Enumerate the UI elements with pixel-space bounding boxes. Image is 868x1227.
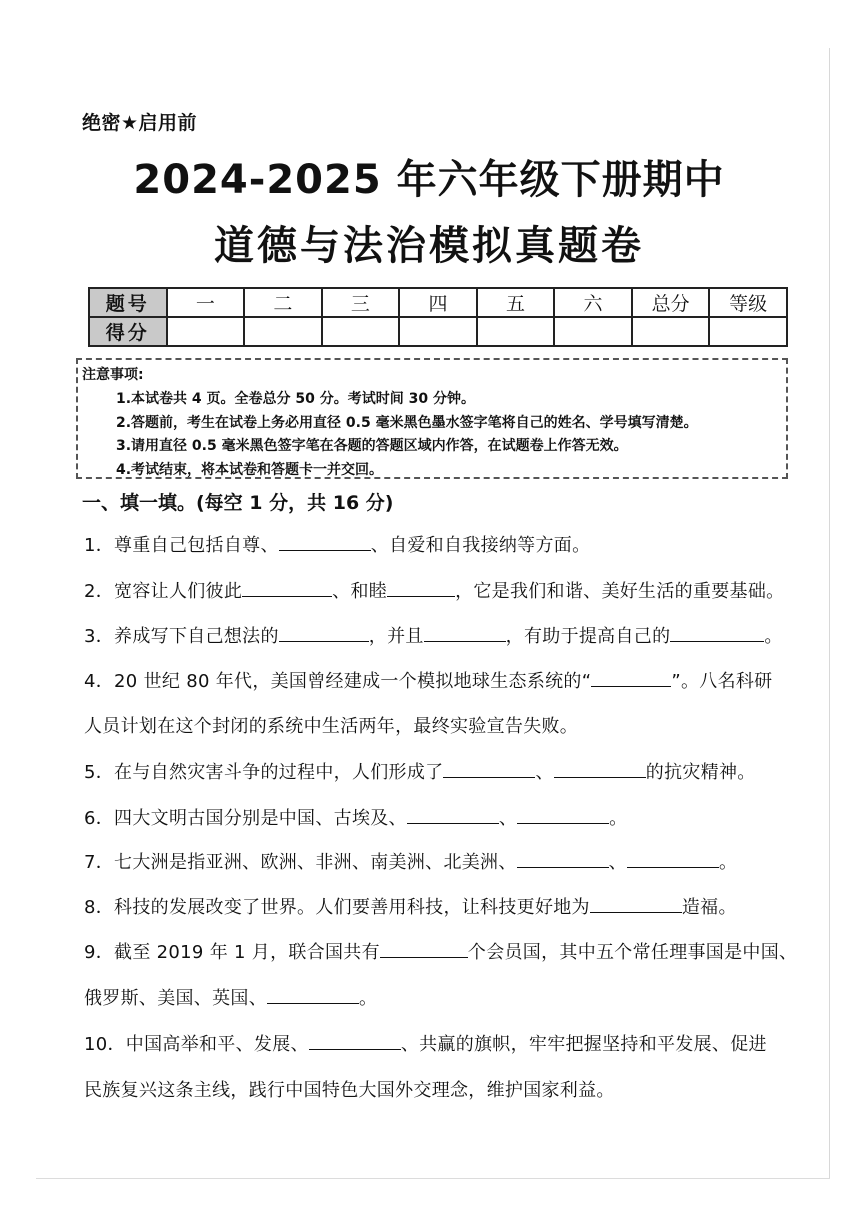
- answer-blank[interactable]: [517, 805, 609, 824]
- question-5: 5．在与自然灾害斗争的过程中，人们形成了 、 的抗灾精神。: [84, 758, 756, 784]
- note-item: 2.答题前，考生在试卷上务必用直径 0.5 毫米黑色墨水签字笔将自己的姓名、学号填写清楚。: [116, 415, 698, 431]
- notes-title: 注意事项:: [82, 367, 144, 383]
- score-input-total[interactable]: [632, 317, 710, 346]
- question-9-continued: 俄罗斯、美国、英国、 。: [84, 984, 377, 1010]
- exam-title-line1: 2024-2025 年六年级下册期中: [133, 157, 725, 203]
- answer-blank[interactable]: [267, 985, 359, 1004]
- cell-section-6: 六: [554, 288, 632, 317]
- section-1-title: 一、填一填。(每空 1 分，共 16 分): [82, 492, 394, 514]
- cell-score-label: 得分: [89, 317, 167, 346]
- answer-blank[interactable]: [443, 759, 535, 778]
- answer-blank[interactable]: [387, 578, 455, 597]
- question-3: 3．养成写下自己想法的 ，并且 ，有助于提高自己的 。: [84, 622, 783, 648]
- exam-title-line2: 道德与法治模拟真题卷: [214, 223, 644, 269]
- answer-blank[interactable]: [279, 623, 369, 642]
- answer-blank[interactable]: [279, 532, 371, 551]
- question-4-continued: 人员计划在这个封闭的系统中生活两年，最终实验宣告失败。: [84, 716, 579, 737]
- score-table-header-row: [89, 288, 787, 317]
- score-input-3[interactable]: [322, 317, 400, 346]
- answer-blank[interactable]: [424, 623, 506, 642]
- answer-blank[interactable]: [590, 894, 682, 913]
- question-8: 8．科技的发展改变了世界。人们要善用科技，让科技更好地为 造福。: [84, 893, 737, 919]
- answer-blank[interactable]: [670, 623, 764, 642]
- cell-section-5: 五: [477, 288, 555, 317]
- notes-box: [76, 358, 788, 479]
- question-2: 2．宽容让人们彼此 、和睦 ，它是我们和谐、美好生活的重要基础。: [84, 577, 784, 603]
- answer-blank[interactable]: [380, 939, 468, 958]
- cell-section-3: 三: [322, 288, 400, 317]
- score-input-2[interactable]: [244, 317, 322, 346]
- cell-question-number-label: 题号: [89, 288, 167, 317]
- question-1: 1．尊重自己包括自尊、 、自爱和自我接纳等方面。: [84, 531, 590, 557]
- cell-section-4: 四: [399, 288, 477, 317]
- answer-blank[interactable]: [627, 849, 719, 868]
- score-table-score-row: [89, 317, 787, 346]
- answer-blank[interactable]: [309, 1031, 401, 1050]
- note-item: 1.本试卷共 4 页。全卷总分 50 分。考试时间 30 分钟。: [116, 391, 476, 407]
- confidential-label: 绝密★启用前: [82, 112, 198, 134]
- score-input-5[interactable]: [477, 317, 555, 346]
- cell-grade-label: 等级: [709, 288, 787, 317]
- note-item: 3.请用直径 0.5 毫米黑色签字笔在各题的答题区域内作答，在试题卷上作答无效。: [116, 438, 628, 454]
- question-7: 7．七大洲是指亚洲、欧洲、非洲、南美洲、北美洲、 、 。: [84, 848, 737, 874]
- question-6: 6．四大文明古国分别是中国、古埃及、 、 。: [84, 804, 627, 830]
- answer-blank[interactable]: [517, 849, 609, 868]
- answer-blank[interactable]: [554, 759, 646, 778]
- cell-section-1: 一: [167, 288, 245, 317]
- note-item: 4.考试结束，将本试卷和答题卡一并交回。: [116, 462, 384, 478]
- question-10: 10．中国高举和平、发展、 、共赢的旗帜，牢牢把握坚持和平发展、促进: [84, 1030, 767, 1056]
- question-4: 4．20 世纪 80 年代，美国曾经建成一个模拟地球生态系统的“ ”。八名科研: [84, 667, 772, 693]
- score-input-1[interactable]: [167, 317, 245, 346]
- answer-blank[interactable]: [591, 668, 671, 687]
- question-9: 9．截至 2019 年 1 月，联合国共有 个会员国，其中五个常任理事国是中国、: [84, 938, 797, 964]
- page-edge-bottom: [36, 1178, 830, 1179]
- cell-section-2: 二: [244, 288, 322, 317]
- question-10-continued: 民族复兴这条主线，践行中国特色大国外交理念，维护国家利益。: [84, 1080, 615, 1101]
- answer-blank[interactable]: [407, 805, 499, 824]
- score-input-4[interactable]: [399, 317, 477, 346]
- cell-total-label: 总分: [632, 288, 710, 317]
- score-table: [88, 287, 788, 347]
- score-input-6[interactable]: [554, 317, 632, 346]
- score-input-grade[interactable]: [709, 317, 787, 346]
- answer-blank[interactable]: [242, 578, 332, 597]
